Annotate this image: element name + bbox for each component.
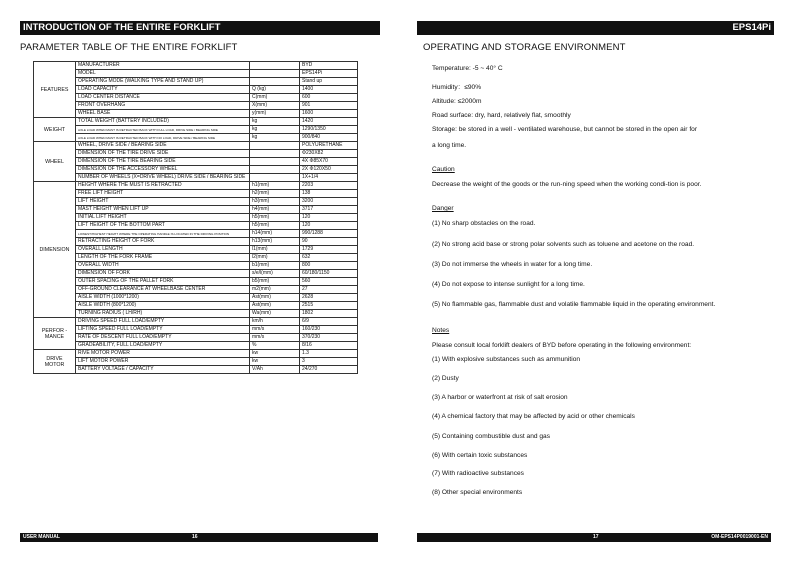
param-unit: kw (250, 350, 300, 358)
param-unit (250, 166, 300, 174)
param-label: DIMENSION OF THE ACCESSORY WHEEL (76, 166, 250, 174)
param-label: AXLE LOAD WHEN MAST IS RETRACTED BACK WITH NO LOAD, DRIVE SIDE / BEARING SIDE (76, 134, 250, 142)
param-row (34, 118, 358, 126)
param-value: 901 (300, 102, 358, 110)
env-humidity: Humidity：≤90% (432, 84, 482, 91)
param-unit: h5(mm) (250, 222, 300, 230)
notes-item: (2) Dusty (432, 375, 459, 382)
param-label: LENGTH OF THE FORK FRAME (76, 254, 250, 262)
param-row (34, 142, 358, 150)
param-unit: l2(mm) (250, 254, 300, 262)
param-label: WHEEL, DRIVE SIDE / BEARING SIDE (76, 142, 250, 150)
param-label: BATTERY VOLTAGE / CAPACITY (76, 366, 250, 374)
danger-item: (4) Do not expose to intense sunlight for a long time. (432, 281, 585, 288)
param-row (34, 214, 358, 222)
param-value: 1802 (300, 310, 358, 318)
param-unit (250, 70, 300, 78)
param-unit: y(mm) (250, 110, 300, 118)
left-header: INTRODUCTION OF THE ENTIRE FORKLIFT (20, 21, 380, 35)
param-label: RETRACTING HEIGHT OF FORK (76, 238, 250, 246)
param-label: RIVE MOTOR POWER (76, 350, 250, 358)
parameter-table-body (34, 62, 358, 374)
param-row (34, 174, 358, 182)
param-value: 27 (300, 286, 358, 294)
param-unit: kw (250, 358, 300, 366)
param-unit: Q (kg) (250, 86, 300, 94)
param-value: 632 (300, 254, 358, 262)
param-value: 1729 (300, 246, 358, 254)
notes-item: (3) A harbor or waterfront at risk of salt erosion (432, 394, 568, 401)
param-unit (250, 62, 300, 70)
param-unit (250, 158, 300, 166)
param-value: POLYURETHANE (300, 142, 358, 150)
param-row (34, 182, 358, 190)
env-storage-cont: a long time. (432, 142, 467, 149)
param-value: 90 (300, 238, 358, 246)
param-value: BYD (300, 62, 358, 70)
param-value: 900/840 (300, 134, 358, 142)
param-label: NUMBER OF WHEELS (X=DRIVE WHEEL) DRIVE SIDE / BEARING SIDE (76, 174, 250, 182)
param-value: 1.3 (300, 350, 358, 358)
param-row (34, 110, 358, 118)
param-value: 2515 (300, 302, 358, 310)
param-label: DRIVING SPEED FULL LOAD/EMPTY (76, 318, 250, 326)
danger-item: (2) No strong acid base or strong polar solvents such as toluene and acetone on the road. (432, 241, 695, 248)
param-value: Φ230X82 (300, 150, 358, 158)
param-unit: b5(mm) (250, 278, 300, 286)
param-unit (250, 150, 300, 158)
notes-intro: Please consult local forklift dealers of BYD before operating in the following environment: (432, 342, 692, 349)
param-value: Stand up (300, 78, 358, 86)
param-value: 6/9 (300, 318, 358, 326)
param-unit: h13(mm) (250, 238, 300, 246)
param-group-name: DRIVE MOTOR (34, 350, 76, 374)
env-altitude: Altitude: ≤2000m (432, 98, 482, 105)
right-page (396, 0, 793, 563)
param-label: LIFT MOTOR POWER (76, 358, 250, 366)
danger-item: (5) No flammable gas, flammable dust and volatile flammable liquid in the operating environment. (432, 301, 716, 308)
param-value: 2X Φ120X50 (300, 166, 358, 174)
notes-item: (7) With radioactive substances (432, 470, 524, 477)
param-value: 60/180/1150 (300, 270, 358, 278)
notes-item: (4) A chemical factory that may be affected by acid or other chemicals (432, 413, 635, 420)
right-page-number: 17 (593, 534, 599, 540)
param-row (34, 246, 358, 254)
param-row (34, 206, 358, 214)
param-label: AISLE WIDTH (1000*1200) (76, 294, 250, 302)
param-value: 990/1288 (300, 230, 358, 238)
param-label: FREE LIFT HEIGHT (76, 190, 250, 198)
param-unit: V/Ah (250, 366, 300, 374)
param-row (34, 366, 358, 374)
notes-item: (6) With certain toxic substances (432, 452, 528, 459)
param-unit: km/h (250, 318, 300, 326)
param-value: 560 (300, 278, 358, 286)
param-value: 2628 (300, 294, 358, 302)
param-label: TURNING RADIUS ( LH/RH) (76, 310, 250, 318)
param-label: TOTAL WEIGHT (BATTERY INCLUDED) (76, 118, 250, 126)
param-value: 8/16 (300, 342, 358, 350)
param-row (34, 342, 358, 350)
param-unit: kg (250, 118, 300, 126)
parameter-table-title: PARAMETER TABLE OF THE ENTIRE FORKLIFT (20, 42, 238, 53)
param-unit: h5(mm) (250, 214, 300, 222)
param-row (34, 238, 358, 246)
param-label: DIMENSION OF FORK (76, 270, 250, 278)
param-value: 120 (300, 214, 358, 222)
param-value: 3200 (300, 198, 358, 206)
param-row (34, 102, 358, 110)
param-unit: mm/s (250, 326, 300, 334)
caution-heading: Caution (432, 166, 455, 173)
param-value: 4X Φ85X70 (300, 158, 358, 166)
param-row (34, 334, 358, 342)
param-value: 1290/1350 (300, 126, 358, 134)
param-label: WHEEL BASE (76, 110, 250, 118)
param-row (34, 126, 358, 134)
param-label: MAST HEIGHT WHEN LIFT UP (76, 206, 250, 214)
param-row (34, 254, 358, 262)
param-label: OPERATING MODE (WALKING TYPE AND STAND UP) (76, 78, 250, 86)
param-label: LIFT HEIGHT OF THE BOTTOM PART (76, 222, 250, 230)
param-unit: X(mm) (250, 102, 300, 110)
left-footer (20, 533, 378, 542)
param-value: 800 (300, 262, 358, 270)
param-value: 600 (300, 94, 358, 102)
param-label: AXLE LOAD WHEN MAST IS RETRACTED BACK WITH FULL LOAD, DRIVE SIDE / BEARING SIDE (76, 126, 250, 134)
param-row (34, 310, 358, 318)
footer-user-manual: USER MANUAL (23, 534, 60, 540)
param-unit: kg (250, 134, 300, 142)
param-value: 2203 (300, 182, 358, 190)
param-unit: h4(mm) (250, 206, 300, 214)
param-unit: Ast(mm) (250, 294, 300, 302)
param-unit: h14(mm) (250, 230, 300, 238)
param-row (34, 94, 358, 102)
param-value: 160/230 (300, 326, 358, 334)
left-page-number: 16 (192, 534, 198, 540)
env-road-surface: Road surface: dry, hard, relatively flat, smoothly (432, 112, 571, 119)
param-value: 3 (300, 358, 358, 366)
param-unit: s/e/l(mm) (250, 270, 300, 278)
right-header: EPS14Pi (417, 21, 774, 35)
param-row (34, 190, 358, 198)
parameter-table (33, 61, 358, 374)
param-group-name: WHEEL (34, 142, 76, 182)
param-value: 24/270 (300, 366, 358, 374)
param-row (34, 302, 358, 310)
param-unit: kg (250, 126, 300, 134)
param-row (34, 198, 358, 206)
param-row (34, 294, 358, 302)
param-group-name: PERFOR -MANCE (34, 318, 76, 350)
param-unit: l1(mm) (250, 246, 300, 254)
param-label: MANUFACTURER (76, 62, 250, 70)
caution-text: Decrease the weight of the goods or the run-ning speed when the working condi-tion is poor. (432, 181, 702, 188)
param-row (34, 70, 358, 78)
param-unit (250, 142, 300, 150)
footer-doc-code: OM-EPS14P0019001-EN (711, 534, 768, 540)
param-row (34, 262, 358, 270)
param-unit: % (250, 342, 300, 350)
param-row (34, 326, 358, 334)
param-unit: C(mm) (250, 94, 300, 102)
param-unit (250, 78, 300, 86)
param-label: LIFT HEIGHT (76, 198, 250, 206)
param-row (34, 150, 358, 158)
notes-item: (8) Other special environments (432, 489, 523, 496)
param-label: LIFTING SPEED FULL LOAD/EMPTY (76, 326, 250, 334)
param-unit: b1(mm) (250, 262, 300, 270)
param-label: OUTER SPACING OF THE PALLET FORK (76, 278, 250, 286)
param-label: DIMENSION OF THE TIRE BEARING SIDE (76, 158, 250, 166)
notes-heading: Notes (432, 327, 450, 334)
param-value: 1600 (300, 110, 358, 118)
env-storage: Storage: be stored in a well - ventilated warehouse, but cannot be stored in the open air for (432, 126, 698, 133)
param-group-name: FEATURES (34, 62, 76, 118)
param-label: DIMENSION OF THE TIRE DRIVE SIDE (76, 150, 250, 158)
danger-heading: Danger (432, 205, 454, 212)
param-row (34, 134, 358, 142)
environment-title: OPERATING AND STORAGE ENVIRONMENT (423, 42, 626, 53)
param-unit: m2(mm) (250, 286, 300, 294)
param-label: GRADEABILITY, FULL LOAD/EMPTY (76, 342, 250, 350)
param-row (34, 350, 358, 358)
param-label: OVERALL LENGTH (76, 246, 250, 254)
param-row (34, 166, 358, 174)
param-unit: h2(mm) (250, 190, 300, 198)
param-label: OFF-GROUND CLEARANCE AT WHEELBASE CENTER (76, 286, 250, 294)
param-label: INITIAL LIFT HEIGHT (76, 214, 250, 222)
param-label: RATE OF DESCENT FULL LOAD/EMPTY (76, 334, 250, 342)
param-value: 370/230 (300, 334, 358, 342)
param-unit (250, 174, 300, 182)
danger-item: (3) Do not immerse the wheels in water for a long time. (432, 261, 593, 268)
param-unit: mm/s (250, 334, 300, 342)
param-unit: Wa(mm) (250, 310, 300, 318)
param-label: LOAD CAPACITY (76, 86, 250, 94)
param-value: 138 (300, 190, 358, 198)
param-group-name: WEIGHT (34, 118, 76, 142)
param-row (34, 86, 358, 94)
env-temperature: Temperature: -5 ~ 40° C (432, 65, 503, 72)
param-unit: h3(mm) (250, 198, 300, 206)
param-value: 3717 (300, 206, 358, 214)
param-row (34, 158, 358, 166)
param-row (34, 78, 358, 86)
notes-item: (5) Containing combustible dust and gas (432, 433, 551, 440)
param-label: FRONT OVERHANG (76, 102, 250, 110)
left-page (0, 0, 396, 563)
param-value: EPS14Pi (300, 70, 358, 78)
param-unit: h1(mm) (250, 182, 300, 190)
param-label: LOWEST/HIGHEST HEIGHT WHERE THE OPERATING HANDLE IS LOCATED IN THE DRIVING POSITION (76, 230, 250, 238)
param-row (34, 318, 358, 326)
notes-item: (1) With explosive substances such as ammunition (432, 356, 581, 363)
right-footer (417, 533, 771, 542)
param-label: HEIGHT WHERE THE MUST IS RETRACTED (76, 182, 250, 190)
param-row (34, 222, 358, 230)
param-row (34, 286, 358, 294)
param-row (34, 278, 358, 286)
param-label: LOAD CENTER DISTANCE (76, 94, 250, 102)
param-row (34, 62, 358, 70)
param-value: 1400 (300, 86, 358, 94)
param-row (34, 270, 358, 278)
param-label: AISLE WIDTH (800*1200) (76, 302, 250, 310)
param-label: MODEL (76, 70, 250, 78)
danger-item: (1) No sharp obstacles on the road. (432, 220, 536, 227)
param-group-name: DIMENSION (34, 182, 76, 318)
param-row (34, 230, 358, 238)
param-value: 1420 (300, 118, 358, 126)
param-value: 1X+1/4 (300, 174, 358, 182)
param-value: 120 (300, 222, 358, 230)
param-unit: Ast(mm) (250, 302, 300, 310)
param-label: OVERALL WIDTH (76, 262, 250, 270)
param-row (34, 358, 358, 366)
